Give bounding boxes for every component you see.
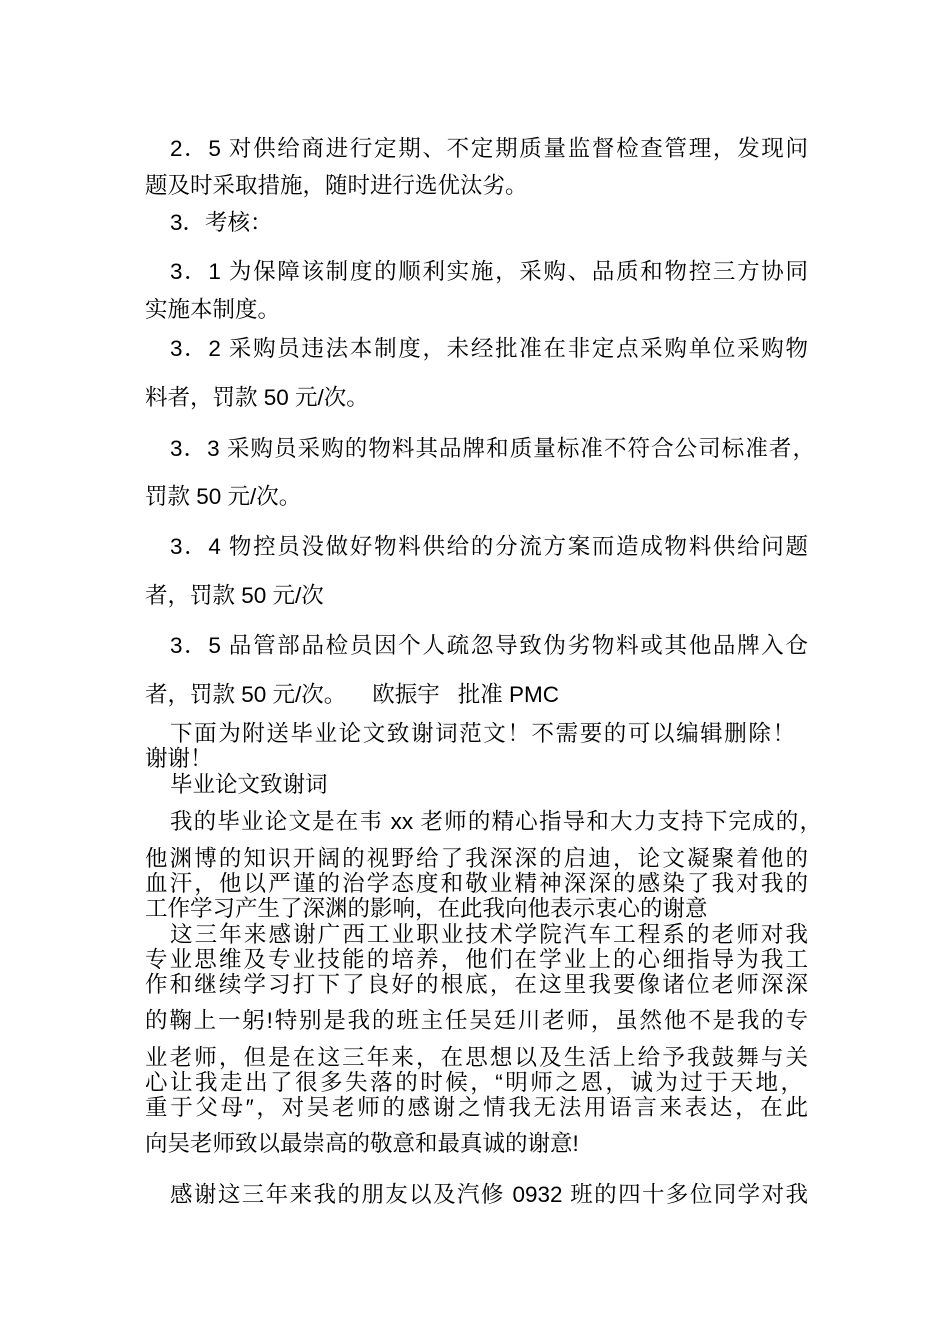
clause-2-5-line-2: 题及时采取措施，随时进行选优汰劣。: [145, 173, 528, 198]
acknowledgement-p2-line-6: 心让我走出了很多失落的时候，“明师之恩，诚为过于天地，: [145, 1070, 803, 1095]
clause-3-4-line-1: 3．4 物控员没做好物料供给的分流方案而造成物料供给问题: [170, 534, 808, 559]
acknowledgement-p2-line-8: 向吴老师致以最崇高的敬意和最真诚的谢意!: [145, 1131, 579, 1156]
clause-2-5-line-1: 2．5 对供给商进行定期、不定期质量监督检查管理，发现问: [170, 136, 808, 161]
appendix-notice-line-2: 谢谢！: [145, 746, 213, 771]
appendix-title: 毕业论文致谢词: [170, 772, 328, 797]
acknowledgement-p1-line-2: 他渊博的知识开阔的视野给了我深深的启迪，论文凝聚着他的: [145, 846, 808, 871]
acknowledgement-p1-line-4: 工作学习产生了深渊的影响，在此我向他表示衷心的谢意: [145, 896, 708, 921]
section-3-heading: 3．考核：: [170, 210, 273, 235]
approval-label: 批准 PMC: [457, 682, 560, 707]
clause-3-5-signoff-line: [145, 682, 559, 708]
signer-name: 欧振宇: [372, 682, 440, 707]
acknowledgement-p2-line-7: 重于父母″，对吴老师的感谢之情我无法用语言来表达，在此: [145, 1095, 808, 1120]
appendix-notice-line-1: 下面为附送毕业论文致谢词范文！不需要的可以编辑删除！: [170, 721, 795, 746]
clause-3-2-line-2: 料者，罚款 50 元/次。: [145, 385, 369, 410]
clause-3-4-line-2: 者，罚款 50 元/次: [145, 583, 324, 608]
clause-3-2-line-1: 3．2 采购员违法本制度，未经批准在非定点采购单位采购物: [170, 336, 808, 361]
clause-3-3-line-2: 罚款 50 元/次。: [145, 484, 302, 509]
acknowledgement-p2-line-3: 作和继续学习打下了良好的根底，在这里我要像诸位老师深深: [145, 972, 808, 997]
acknowledgement-p1-line-3: 血汗，他以严谨的治学态度和敬业精神深深的感染了我对我的: [145, 871, 808, 896]
clause-3-1-line-2: 实施本制度。: [145, 297, 281, 322]
acknowledgement-p3-line-1: 感谢这三年来我的朋友以及汽修 0932 班的四十多位同学对我: [170, 1182, 808, 1207]
acknowledgement-p2-line-1: 这三年来感谢广西工业职业技术学院汽车工程系的老师对我: [170, 922, 808, 947]
acknowledgement-p2-line-4: 的鞠上一躬!特别是我的班主任吴廷川老师，虽然他不是我的专: [145, 1008, 808, 1033]
clause-3-3-line-1: 3．3 采购员采购的物料其品牌和质量标准不符合公司标准者，: [170, 436, 815, 461]
clause-3-5-line-1: 3．5 品管部品检员因个人疏忽导致伪劣物料或其他品牌入仓: [170, 633, 808, 658]
acknowledgement-p1-line-1: 我的毕业论文是在韦 xx 老师的精心指导和大力支持下完成的，: [170, 809, 822, 834]
acknowledgement-p2-line-2: 专业思维及专业技能的培养，他们在学业上的心细指导为我工: [145, 947, 808, 972]
clause-3-5-line-2: 者，罚款 50 元/次。: [145, 682, 347, 707]
clause-3-1-line-1: 3．1 为保障该制度的顺利实施，采购、品质和物控三方协同: [170, 259, 808, 284]
acknowledgement-p2-line-5: 业老师，但是在这三年来，在思想以及生活上给予我鼓舞与关: [145, 1045, 808, 1070]
